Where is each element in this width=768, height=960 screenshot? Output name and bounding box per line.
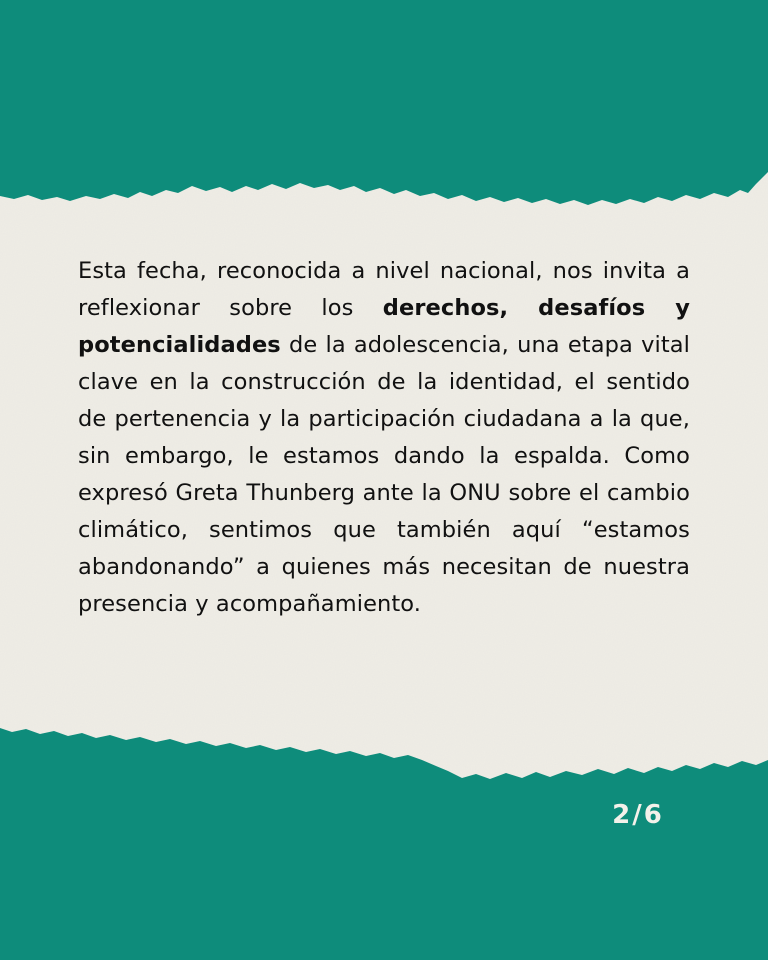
paragraph-text-highlight: derechos, desafíos y potencialidades: [78, 295, 690, 358]
paragraph-text-rest: de la adolescencia, una etapa vital clave en la construcción de la identidad, el sentido de pertenencia y la participación ciudadana a la que, sin embargo, le estamos dando la espalda. Como expresó Greta Thunberg ante la ONU sobre el cambio climático, sentimos que también aquí “estamos abandonando” a quienes más necesitan de nuestra presencia y acompañamiento.: [78, 332, 690, 617]
page-indicator: 2/6: [612, 800, 664, 830]
body-paragraph: [78, 253, 690, 623]
paragraph-text-intro: Esta fecha, reconocida a nivel nacional, nos invita a reflexionar sobre los: [78, 258, 690, 321]
